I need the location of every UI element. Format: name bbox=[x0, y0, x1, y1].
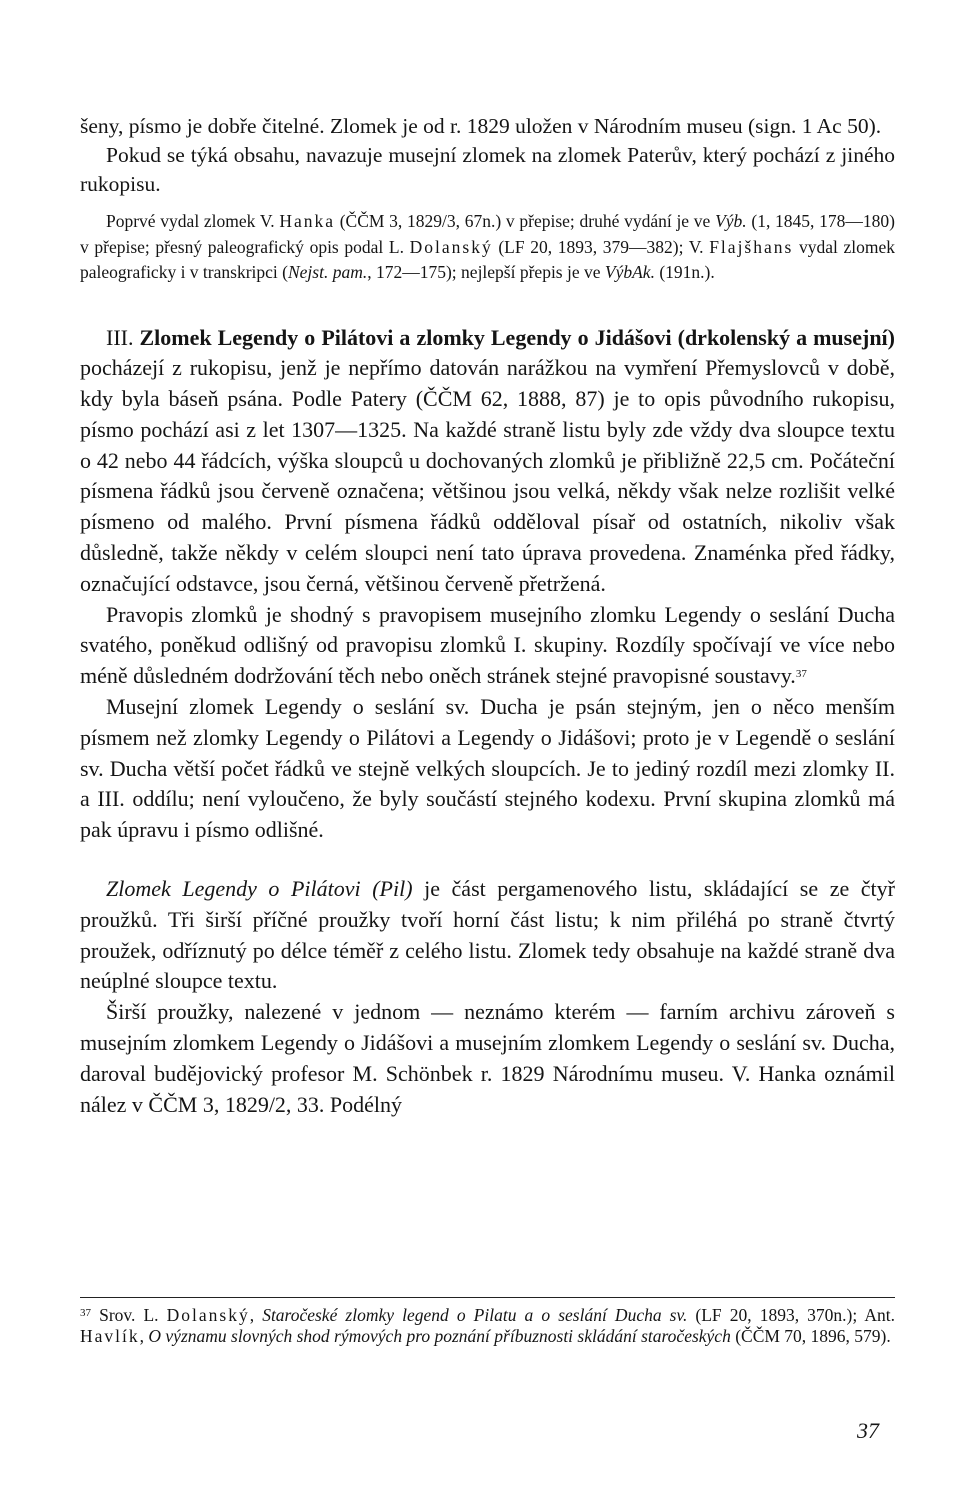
intro-paragraph-1: šeny, písmo je dobře čitelné. Zlomek je od r. 1829 uložen v Národním museu (sign. 1 Ac 50). bbox=[80, 114, 882, 138]
footnote-reference[interactable]: 37 bbox=[795, 668, 807, 681]
museum-fragment-paragraph: Musejní zlomek Legendy o seslání sv. Ducha je psán stejným, jen o něco menším písmem než zlomky Legendy o Pilátovi a Legendy o Jidášovi; proto je v Legendě o seslání sv. Ducha větší počet řádků ve stejně velkých sloupcích. Je to jediný rozdíl mezi zlomky II. a III. oddílu; není vyloučeno, že byly součástí stejného kodexu. První skupina zlomků má pak úpravu i písmo odlišné. bbox=[80, 694, 895, 843]
edition-text: (1, 1845, 178—180) v přepise; přesný paleografický opis podal L. bbox=[80, 211, 895, 257]
footnote-37 bbox=[80, 1305, 895, 1347]
footnote-text: , bbox=[139, 1326, 149, 1346]
intro-paragraph-2: Pokud se týká obsahu, navazuje musejní zlomek na zlomek Paterův, který pochází z jiného rukopisu. bbox=[80, 143, 895, 196]
section-iii-paragraph bbox=[80, 323, 895, 600]
orthography-text: Pravopis zlomků je shodný s pravopisem musejního zlomku Legendy o seslání Ducha svatého, poněkud odlišný od pravopisu zlomků I. skupiny. Rozdíly spočívají ve více nebo méně důsledném dodržování těch nebo oněch stránek stejné pravopisné soustavy. bbox=[80, 601, 895, 689]
pilate-fragment-paragraph bbox=[80, 874, 895, 997]
edition-text: Poprvé vydal zlomek V. bbox=[106, 211, 280, 231]
edition-text: (LF 20, 1893, 379—382); V. bbox=[492, 236, 710, 257]
footnote-text: , bbox=[249, 1305, 263, 1325]
footnote-title-2: O významu slovných shod rýmových pro poznání příbuznosti skládání staročeských bbox=[148, 1326, 731, 1346]
source-vybak: VýbAk. bbox=[604, 262, 655, 282]
edition-note bbox=[80, 209, 895, 286]
footnote-block bbox=[80, 1305, 895, 1347]
author-hanka: Hanka bbox=[279, 211, 335, 231]
intro-block bbox=[80, 112, 895, 199]
footnote-title-1: Staročeské zlomky legend o Pilatu a o seslání Ducha sv. bbox=[262, 1305, 688, 1325]
footnote-text: (LF 20, 1893, 370n.); Ant. bbox=[687, 1305, 895, 1325]
page-number: 37 bbox=[857, 1418, 879, 1443]
section-text: pocházejí z rukopisu, jenž je nepřímo datován narážkou na vymření Přemyslovců v době, kdy byla báseň psána. Podle Patery (ČČM 62, 1888, 87) je to opis původního rukopisu, písmo pochází asi z let 1307—1325. Na každé straně listu byly zde vždy dva sloupce textu o 42 nebo 44 řádcích, výška sloupců u dochovaných zlomků je přibližně 22,5 cm. Počáteční písmena řádků jsou červeně označena; většinou jsou velká, někdy však nelze rozlišit velké písmeno od malého. První písmena řádků odděloval písař od ostatních, nikoliv však důsledně, takže někdy v celém sloupci není tato úprava provedena. Znaménka před řádky, označující odstavce, jsou černá, většinou červeně přetržená. bbox=[80, 355, 895, 596]
footnote-divider bbox=[80, 1297, 895, 1298]
footnote-text: (ČČM 70, 1896, 579). bbox=[730, 1326, 891, 1346]
main-text bbox=[80, 323, 895, 1121]
footnote-number: 37 bbox=[80, 1307, 91, 1319]
section-heading: Zlomek Legendy o Pilátovi a zlomky Legendy o Jidášovi (drkolenský a musejní) bbox=[139, 324, 895, 350]
strips-paragraph: Širší proužky, nalezené v jednom — neznámo kterém — farním archivu zároveň s musejním zlomkem Legendy o Jidášovi a musejním zlomkem Legendy o seslání sv. Ducha, daroval budějovický profesor M. Schönbek r. 1829 Národnímu museu. V. Hanka oznámil nález v ČČM 3, 1829/2, 33. Podélný bbox=[80, 999, 895, 1117]
edition-text: vydal zlomek paleograficky i v transkripci ( bbox=[80, 236, 896, 282]
pilate-fragment-text: je část pergamenového listu, skládající se ze čtyř proužků. Tři širší příčné proužky tvoří horní část listu; k nim přiléhá po straně čtvrtý proužek, odříznutý po délce téměř z celého listu. Zlomek tedy obsahuje na každé straně dva neúplné sloupce textu. bbox=[80, 876, 895, 994]
author-havlik: Havlík bbox=[80, 1326, 140, 1346]
edition-paragraph bbox=[80, 209, 895, 286]
footnote-text: Srov. L. bbox=[91, 1305, 167, 1325]
pilate-fragment-title: Zlomek Legendy o Pilátovi (Pil) bbox=[106, 876, 413, 902]
source-vyb: Výb. bbox=[715, 211, 747, 231]
source-nejst: Nejst. pam. bbox=[287, 262, 368, 282]
edition-text: (ČČM 3, 1829/3, 67n.) v přepise; druhé vydání je ve bbox=[335, 211, 716, 231]
edition-text: , 172—175); nejlepší přepis je ve bbox=[367, 262, 605, 282]
page-body bbox=[80, 112, 895, 1120]
edition-text: (191n.). bbox=[654, 262, 715, 282]
section-numeral: III. bbox=[106, 324, 140, 350]
author-dolansky: Dolanský bbox=[409, 236, 493, 257]
orthography-paragraph bbox=[80, 600, 895, 692]
author-dolansky: Dolanský bbox=[166, 1305, 250, 1325]
author-flajshans: Flajšhans bbox=[709, 236, 794, 257]
